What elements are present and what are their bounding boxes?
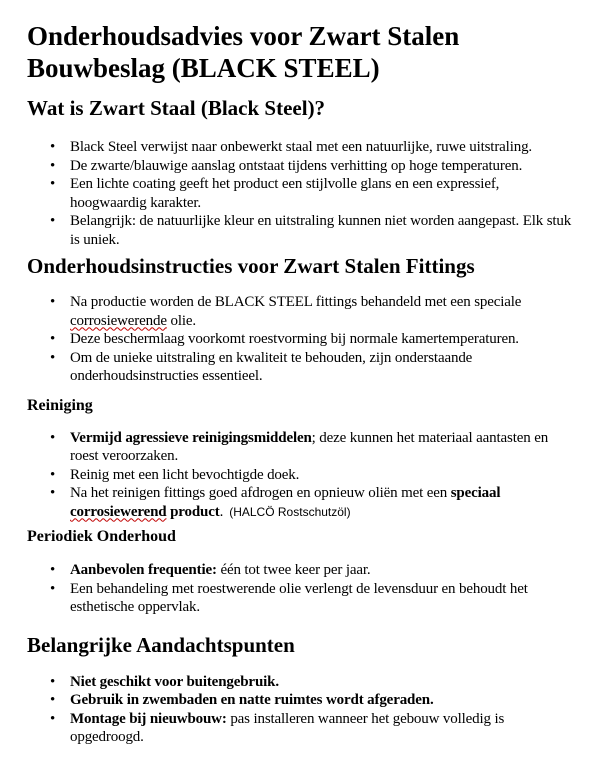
list-item (70, 175, 575, 212)
document-title: Onderhoudsadvies voor Zwart Stalen Bouwbeslag (BLACK STEEL) (27, 21, 460, 83)
bullet-list (27, 429, 575, 522)
text-run: Een behandeling met roestwerende olie verlengt de levensduur en behoudt het esthetische oppervlak. (70, 580, 528, 615)
section-heading: Belangrijke Aandachtspunten (27, 632, 295, 657)
text-run: product (166, 503, 220, 520)
bullet-list (27, 293, 575, 386)
misspelled-word: corrosiewerend (70, 503, 167, 520)
list-item (70, 484, 575, 521)
text-run: pas installeren wanneer het gebouw volledig is opgedroogd. (70, 710, 505, 745)
list-item (70, 157, 575, 176)
section-heading: Onderhoudsinstructies voor Zwart Stalen Fittings (27, 254, 475, 278)
list-item (70, 349, 575, 386)
text-run: De zwarte/blauwige aanslag ontstaat tijdens verhitting op hoge temperaturen. (70, 157, 523, 174)
misspelled-word: corrosiewerende (70, 312, 167, 329)
text-run: één tot twee keer per jaar. (216, 562, 371, 578)
text-run: Na het reinigen fittings goed afdrogen en opnieuw oliën met een (70, 485, 451, 501)
list-item (70, 561, 575, 580)
list-item (70, 710, 575, 747)
document-body (27, 96, 575, 747)
product-note: (HALCÖ Rostschutzöl) (229, 504, 351, 519)
list-item (70, 212, 575, 249)
text-run: Reinig met een licht bevochtigde doek. (70, 466, 300, 483)
bullet-list (27, 673, 575, 747)
subsection-heading: Periodiek Onderhoud (27, 528, 176, 545)
list-item (70, 466, 575, 485)
text-run: ; deze kunnen het materiaal aantasten en roest veroorzaken. (70, 429, 549, 464)
text-run: olie. (166, 312, 196, 329)
text-run: Aanbevolen frequentie: (70, 562, 217, 578)
list-item (70, 580, 575, 617)
list-item (70, 330, 575, 349)
list-item (70, 138, 575, 157)
subsection-heading: Reiniging (27, 396, 93, 414)
text-run: Vermijd agressieve reinigingsmiddelen (70, 429, 312, 446)
bullet-list (27, 561, 575, 617)
text-run: . (219, 503, 224, 520)
text-run: speciaal (450, 485, 501, 501)
list-item (70, 293, 575, 330)
text-run: Belangrijk: de natuurlijke kleur en uitstraling kunnen niet worden aangepast. Elk stuk is uniek. (70, 213, 572, 248)
text-run: Black Steel verwijst naar onbewerkt staal met een natuurlijke, ruwe uitstraling. (70, 139, 533, 155)
list-item (70, 691, 575, 710)
text-run: Niet geschikt voor buitengebruik. (70, 673, 279, 690)
text-run: Om de unieke uitstraling en kwaliteit te behouden, zijn onderstaande onderhoudsinstructies essentieel. (70, 349, 473, 384)
text-run: Montage bij nieuwbouw: (70, 710, 227, 727)
list-item (70, 673, 575, 692)
text-run: Na productie worden de BLACK STEEL fittings behandeld met een speciale (70, 294, 522, 310)
bullet-list (27, 138, 575, 249)
text-run: Een lichte coating geeft het product een stijlvolle glans en een expressief, hoogwaardig karakter. (70, 176, 500, 211)
section-heading: Wat is Zwart Staal (Black Steel)? (27, 96, 326, 120)
text-run: Deze beschermlaag voorkomt roestvorming bij normale kamertemperaturen. (70, 331, 519, 347)
text-run: Gebruik in zwembaden en natte ruimtes wordt afgeraden. (70, 692, 434, 708)
list-item (70, 429, 575, 466)
